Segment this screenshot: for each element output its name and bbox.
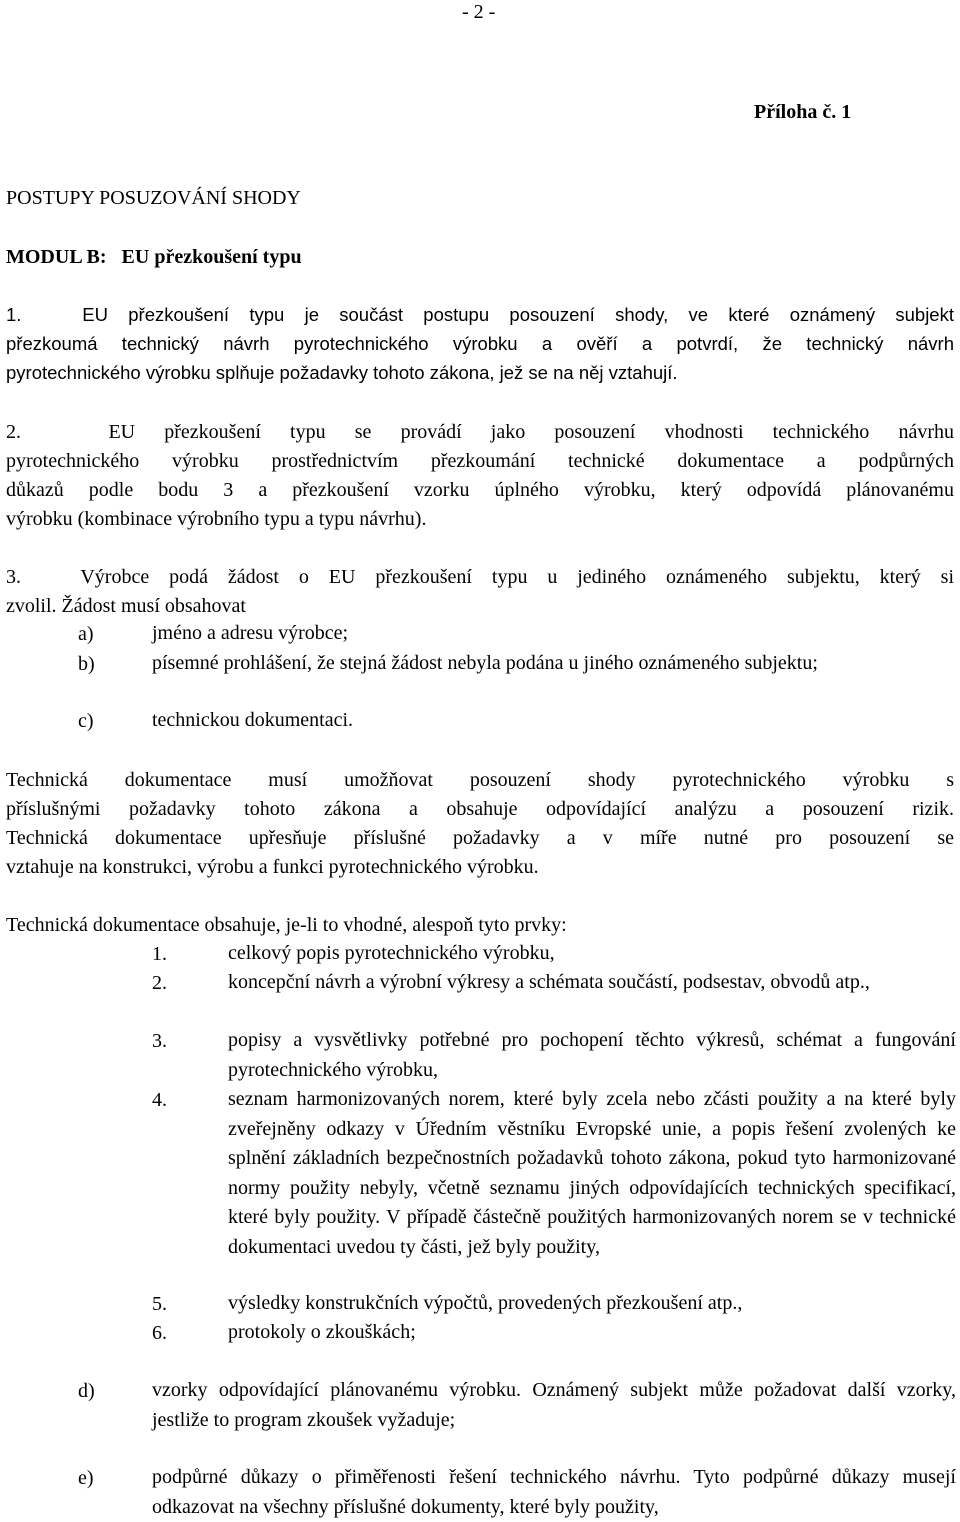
numbered-item-label: 5.: [152, 1293, 167, 1315]
numbered-item-label: 3.: [152, 1030, 167, 1052]
para2-line: důkazů podle bodu 3 a přezkoušení vzorku úplného výrobku, který odpovídá plánovanému: [6, 479, 954, 501]
list-item-label: c): [78, 710, 94, 732]
numbered-item-text: celkový popis pyrotechnického výrobku,: [228, 942, 555, 964]
page-number: - 2 -: [462, 1, 496, 23]
numbered-item-text: popisy a vysvětlivky potřebné pro pochopení těchto výkresů, schémat a fungování pyrotechnického výrobku,: [228, 1029, 956, 1081]
module-title: MODUL B: EU přezkoušení typu: [6, 246, 302, 268]
list-item-label: b): [78, 653, 95, 675]
list-item-text: vzorky odpovídající plánovanému výrobku. Oznámený subjekt může požadovat další vzorky, jestliže to program zkoušek vyžaduje;: [152, 1379, 956, 1431]
para4-line: Technická dokumentace musí umožňovat posouzení shody pyrotechnického výrobku s: [6, 769, 954, 791]
para2-line: 2. EU přezkoušení typu se provádí jako posouzení vhodnosti technického návrhu: [6, 421, 954, 443]
section-title: POSTUPY POSUZOVÁNÍ SHODY: [6, 187, 301, 209]
list-item-label: a): [78, 623, 94, 645]
numbered-item-label: 6.: [152, 1322, 167, 1344]
para3-line: zvolil. Žádost musí obsahovat: [6, 595, 246, 617]
para4-line: Technická dokumentace upřesňuje příslušné požadavky a v míře nutné pro posouzení se: [6, 827, 954, 849]
numbered-item-label: 2.: [152, 972, 167, 994]
list-item-text: jméno a adresu výrobce;: [152, 622, 349, 644]
numbered-item-label: 4.: [152, 1089, 167, 1111]
numbered-item-text: koncepční návrh a výrobní výkresy a schémata součástí, podsestav, obvodů atp.,: [228, 971, 870, 993]
list-item-label: e): [78, 1467, 94, 1489]
para1-line: přezkoumá technický návrh pyrotechnického výrobku a ověří a potvrdí, že technický návrh: [6, 333, 954, 354]
list-item-label: d): [78, 1380, 95, 1402]
para4-line: příslušnými požadavky tohoto zákona a obsahuje odpovídající analýzu a posouzení rizik.: [6, 798, 954, 820]
numbered-item-text: výsledky konstrukčních výpočtů, provedených přezkoušení atp.,: [228, 1292, 743, 1314]
para4-line: vztahuje na konstrukci, výrobu a funkci pyrotechnického výrobku.: [6, 856, 539, 878]
para2-line: pyrotechnického výrobku prostřednictvím přezkoumání technické dokumentace a podpůrných: [6, 450, 954, 472]
numbered-item-text: seznam harmonizovaných norem, které byly zcela nebo zčásti použity a na které byly zveřejněny odkazy v Úředním věstníku Evropské unie, a popis řešení zvolených ke splnění základních bezpečnostních požadavků tohoto zákona, pokud tyto harmonizované normy použity nebyly, včetně seznamu jiných odpovídajících technických specifikací, které byly použity. V případě částečně použitých harmonizovaných norem se v technické dokumentaci uvedou ty části, jež byly použity,: [228, 1088, 956, 1258]
list-item-text: technickou dokumentaci.: [152, 709, 354, 731]
para2-line: výrobku (kombinace výrobního typu a typu návrhu).: [6, 508, 427, 530]
para1-line: pyrotechnického výrobku splňuje požadavky tohoto zákona, jež se na něj vztahují.: [6, 362, 678, 383]
para3-line: 3. Výrobce podá žádost o EU přezkoušení typu u jediného oznámeného subjektu, který si: [6, 566, 954, 588]
list-item-text: podpůrné důkazy o přiměřenosti řešení technického návrhu. Tyto podpůrné důkazy musejí odkazovat na všechny příslušné dokumenty, které byly použity,: [152, 1466, 956, 1518]
numbered-item-text: protokoly o zkouškách;: [228, 1321, 416, 1343]
para5-intro: Technická dokumentace obsahuje, je-li to vhodné, alespoň tyto prvky:: [6, 914, 567, 936]
annex-heading: Příloha č. 1: [754, 101, 852, 123]
para1-line: 1. EU přezkoušení typu je součást postupu posouzení shody, ve které oznámený subjekt: [6, 304, 954, 325]
numbered-item-label: 1.: [152, 943, 167, 965]
list-item-text: písemné prohlášení, že stejná žádost nebyla podána u jiného oznámeného subjektu;: [152, 652, 818, 674]
